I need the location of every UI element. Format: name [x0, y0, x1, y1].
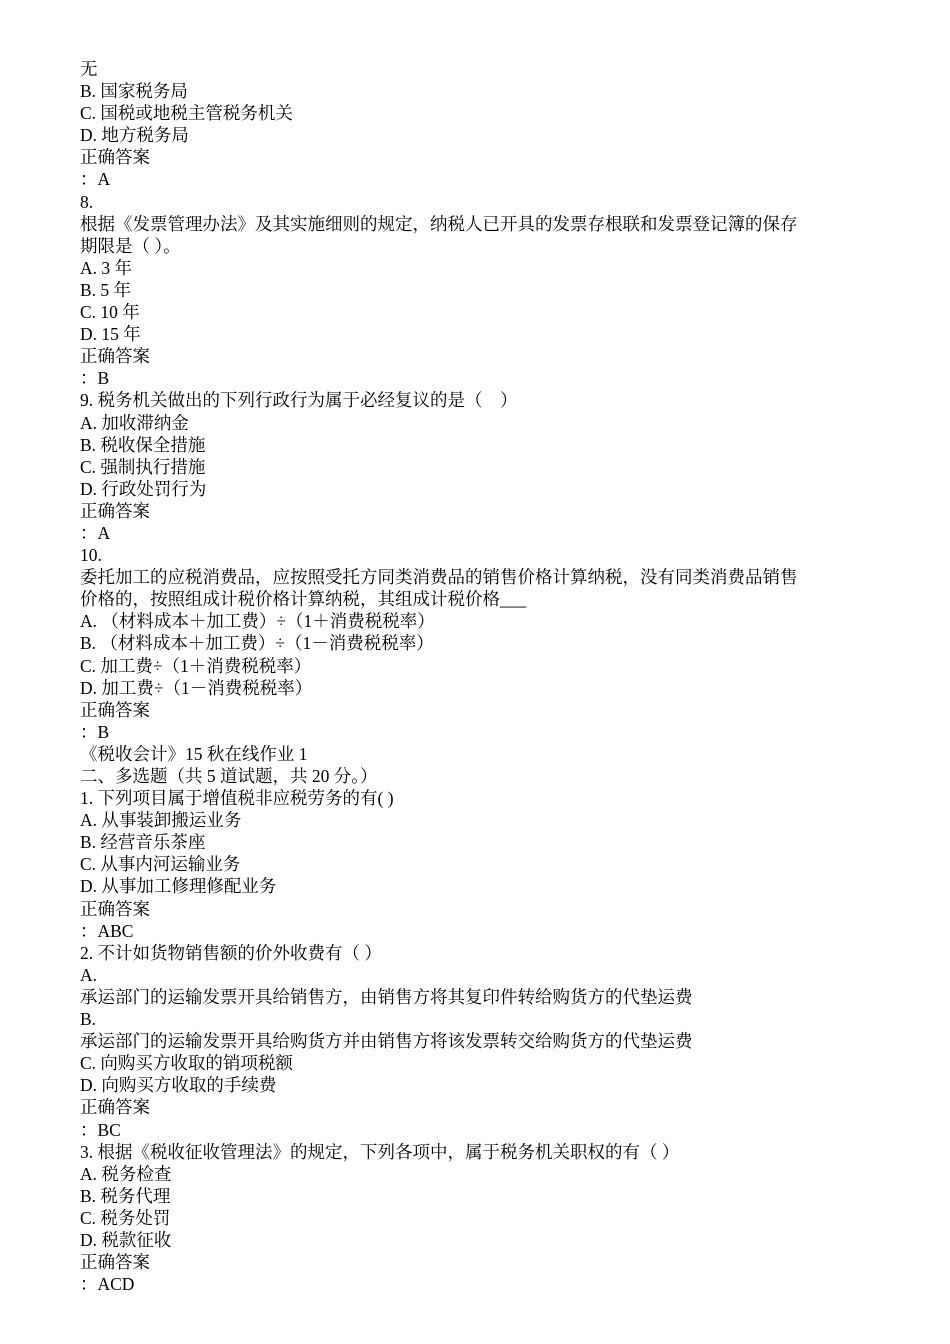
- option-line: D. 行政处罚行为: [80, 478, 207, 499]
- option-line: A. 加收滞纳金: [80, 412, 189, 433]
- question-text: 委托加工的应税消费品，应按照受托方同类消费品的销售价格计算纳税，没有同类消费品销售: [80, 567, 798, 588]
- option-line: B.: [80, 1009, 97, 1030]
- answer-label: 正确答案: [80, 699, 150, 720]
- section-heading: 二、多选题（共 5 道试题，共 20 分。）: [80, 766, 378, 786]
- answer-label: 正确答案: [80, 1252, 150, 1273]
- document-body: [80, 58, 870, 1295]
- option-line: A.: [80, 964, 98, 985]
- option-line: B. 国家税务局: [80, 81, 188, 102]
- question-text: 2. 不计如货物销售额的价外收费有（ ）: [80, 942, 382, 963]
- question-text: 价格的，按照组成计税价格计算纳税，其组成计税价格___: [80, 589, 527, 610]
- question-text: 期限是（ ）。: [80, 235, 181, 256]
- option-line: A. （材料成本＋加工费）÷（1＋消费税税率）: [80, 611, 435, 632]
- option-line: C. 加工费÷（1＋消费税税率）: [80, 655, 312, 676]
- question-number: 8.: [80, 191, 94, 212]
- question-number: 10.: [80, 545, 102, 566]
- option-line: B. 税收保全措施: [80, 434, 206, 455]
- section-title: 《税收会计》15 秋在线作业 1: [80, 743, 308, 764]
- option-line: C. 向购买方收取的销项税额: [80, 1053, 293, 1074]
- answer-value: ：B: [80, 368, 110, 389]
- answer-value: ：BC: [80, 1119, 121, 1140]
- option-line: C. 税务处罚: [80, 1207, 171, 1228]
- option-line: C. 国税或地税主管税务机关: [80, 103, 293, 124]
- option-line: A. 3 年: [80, 257, 133, 278]
- option-line: D. 加工费÷（1－消费税税率）: [80, 677, 313, 698]
- answer-value: ：ACD: [80, 1274, 135, 1295]
- option-text: 承运部门的运输发票开具给销售方，由销售方将其复印件转给购货方的代垫运费: [80, 986, 693, 1007]
- answer-value: ：B: [80, 721, 110, 742]
- option-line: C. 10 年: [80, 302, 140, 323]
- option-text: 承运部门的运输发票开具给购货方并由销售方将该发票转交给购货方的代垫运费: [80, 1031, 693, 1052]
- question-text: 根据《发票管理办法》及其实施细则的规定，纳税人已开具的发票存根联和发票登记簿的保存: [80, 213, 798, 234]
- answer-label: 正确答案: [80, 898, 150, 919]
- option-line: C. 强制执行措施: [80, 456, 206, 477]
- option-line: D. 从事加工修理修配业务: [80, 876, 277, 897]
- answer-label: 正确答案: [80, 500, 150, 521]
- option-line: A. 税务检查: [80, 1163, 172, 1184]
- option-line: D. 15 年: [80, 324, 141, 345]
- question-text: 3. 根据《税收征收管理法》的规定，下列各项中，属于税务机关职权的有（ ）: [80, 1141, 680, 1162]
- option-line: D. 地方税务局: [80, 125, 189, 146]
- option-line: B. 税务代理: [80, 1185, 171, 1206]
- answer-label: 正确答案: [80, 1097, 150, 1118]
- answer-label: 正确答案: [80, 147, 150, 168]
- option-line: B. （材料成本＋加工费）÷（1－消费税税率）: [80, 633, 434, 654]
- question-text: 9. 税务机关做出的下列行政行为属于必经复议的是（ ）: [80, 390, 518, 411]
- answer-label: 正确答案: [80, 346, 150, 367]
- option-line: A. 从事装卸搬运业务: [80, 810, 242, 831]
- option-line: B. 5 年: [80, 279, 132, 300]
- option-line: D. 税款征收: [80, 1229, 172, 1250]
- option-line: B. 经营音乐茶座: [80, 832, 206, 853]
- answer-value: ：A: [80, 169, 111, 190]
- answer-value: ：A: [80, 522, 111, 543]
- question-text: 1. 下列项目属于增值税非应税劳务的有( ): [80, 788, 394, 809]
- answer-value: ：ABC: [80, 920, 134, 941]
- text-line: 无: [80, 59, 98, 79]
- option-line: C. 从事内河运输业务: [80, 854, 241, 875]
- option-line: D. 向购买方收取的手续费: [80, 1075, 277, 1096]
